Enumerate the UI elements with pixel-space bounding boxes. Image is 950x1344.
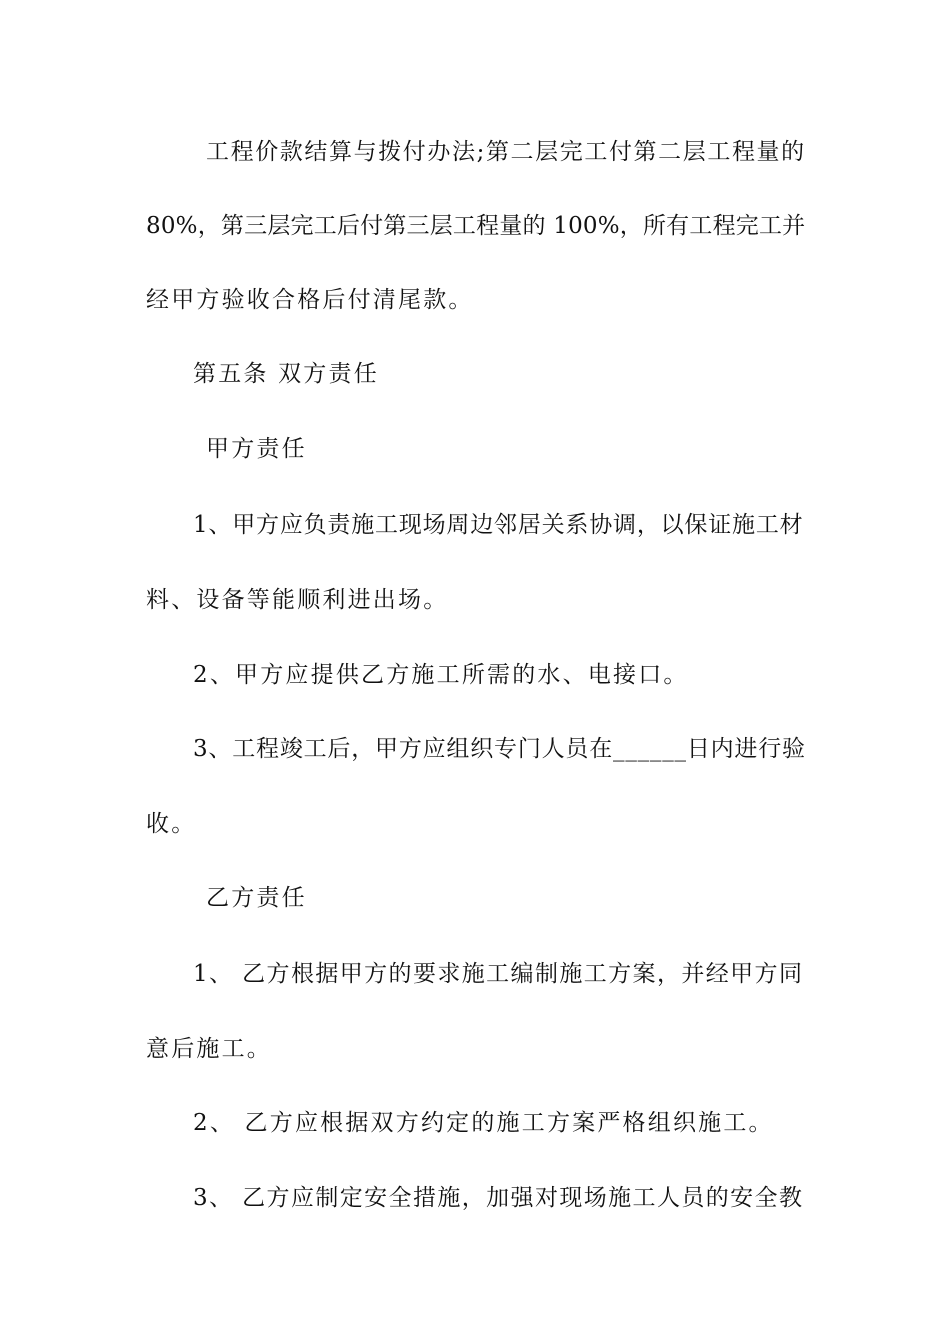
p1-line2: 80%，第三层完工后付第三层工程量的 100%，所有工程完工并 bbox=[146, 213, 806, 239]
a3-line1: 3、工程竣工后，甲方应组织专门人员在______日内进行验 bbox=[193, 736, 806, 762]
a1-line1: 1、甲方应负责施工现场周边邻居关系协调，以保证施工材 bbox=[193, 512, 804, 538]
party-b-heading: 乙方责任 bbox=[206, 885, 307, 911]
p1-line3: 经甲方验收合格后付清尾款。 bbox=[146, 287, 474, 313]
a2-line: 2、甲方应提供乙方施工所需的水、电接口。 bbox=[193, 662, 689, 688]
b1-line2: 意后施工。 bbox=[146, 1036, 272, 1062]
b3-line1: 3、 乙方应制定安全措施，加强对现场施工人员的安全教 bbox=[193, 1185, 804, 1211]
article5-title: 第五条 双方责任 bbox=[193, 361, 379, 387]
a1-line2: 料、设备等能顺利进出场。 bbox=[146, 587, 449, 613]
b1-line1: 1、 乙方根据甲方的要求施工编制施工方案，并经甲方同 bbox=[193, 961, 804, 987]
p1-line1: 工程价款结算与拨付办法;第二层完工付第二层工程量的 bbox=[206, 139, 806, 165]
a3-line2: 收。 bbox=[146, 811, 197, 837]
party-a-heading: 甲方责任 bbox=[206, 436, 307, 462]
b2-line: 2、 乙方应根据双方约定的施工方案严格组织施工。 bbox=[193, 1110, 774, 1136]
